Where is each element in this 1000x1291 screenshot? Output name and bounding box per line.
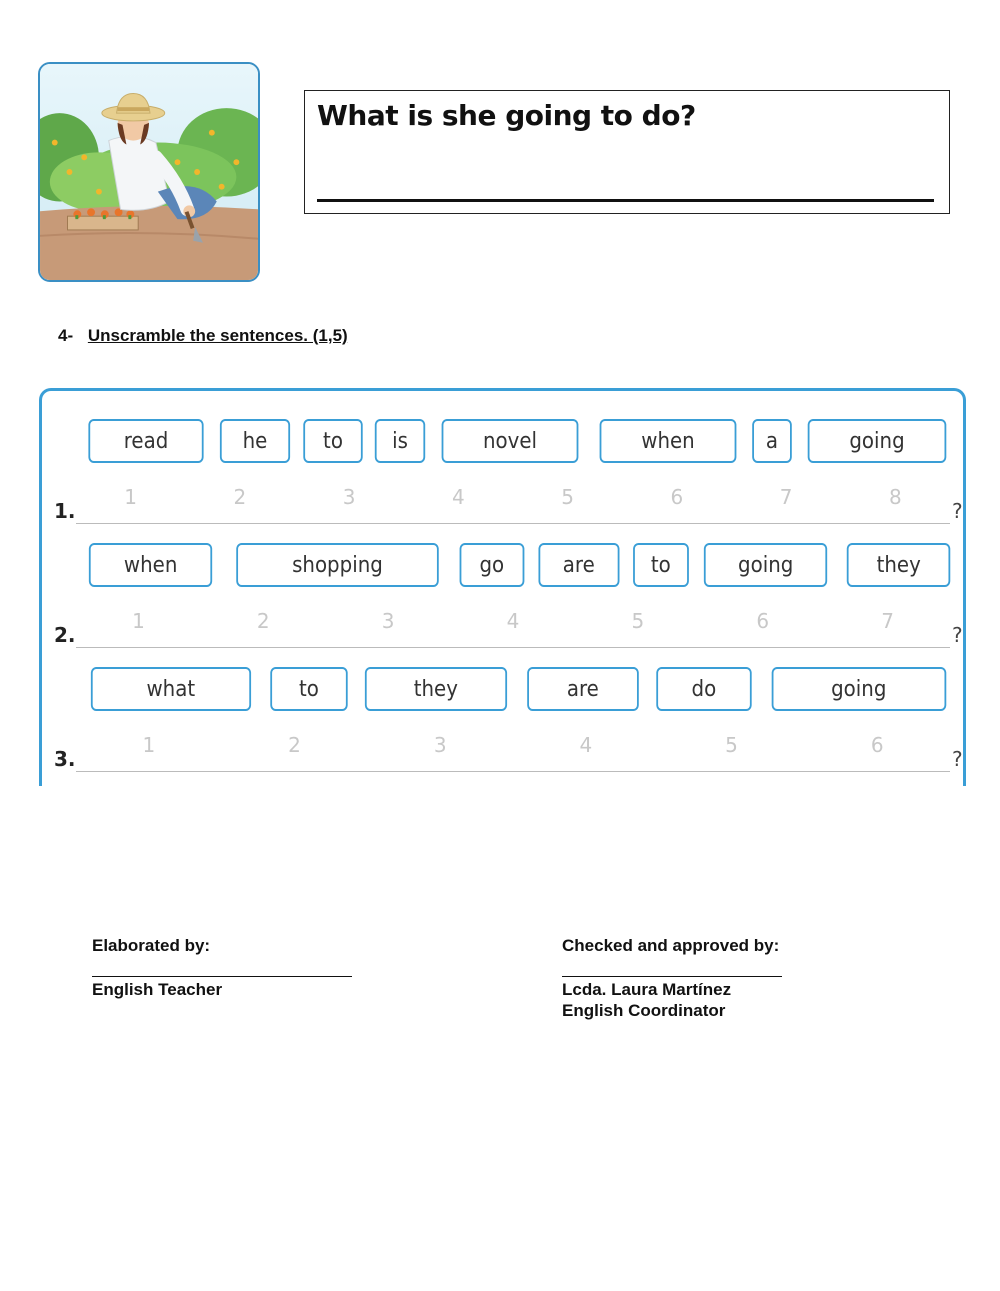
answer-slot[interactable]: 6 [870, 733, 884, 757]
word-tile[interactable]: go [460, 543, 525, 587]
word-tile[interactable]: going [772, 667, 946, 711]
word-tile[interactable]: a [752, 419, 792, 463]
answer-slots-2[interactable] [76, 607, 950, 648]
word-tile[interactable]: he [220, 419, 290, 463]
answer-slot[interactable]: 2 [233, 485, 247, 509]
answer-line[interactable] [317, 199, 934, 202]
word-bank-1 [82, 419, 956, 463]
question-mark: ? [952, 747, 963, 771]
signature-role: English Teacher [92, 980, 223, 999]
signature-approved [562, 936, 822, 1021]
row-number: 2. [54, 623, 76, 647]
word-tile[interactable]: they [846, 543, 950, 587]
question-mark: ? [952, 623, 963, 647]
word-tile[interactable]: when [600, 419, 737, 463]
answer-slot[interactable]: 7 [881, 609, 894, 633]
word-tile[interactable]: shopping [237, 543, 439, 587]
question-box [304, 90, 950, 214]
word-tile[interactable]: they [365, 667, 507, 711]
answer-slot[interactable]: 1 [124, 485, 137, 509]
word-tile[interactable]: to [633, 543, 689, 587]
answer-slot[interactable]: 4 [506, 609, 520, 633]
answer-slot[interactable]: 7 [779, 485, 793, 509]
word-tile[interactable]: going [704, 543, 828, 587]
answer-slot[interactable]: 2 [256, 609, 270, 633]
answer-slot[interactable]: 3 [381, 609, 395, 633]
answer-slot[interactable]: 6 [670, 485, 684, 509]
answer-slots-3[interactable] [76, 731, 950, 772]
word-tile[interactable]: do [656, 667, 751, 711]
word-tile[interactable]: going [808, 419, 947, 463]
answer-slot[interactable]: 3 [342, 485, 356, 509]
signature-line [92, 976, 352, 977]
signature-line [562, 976, 782, 977]
answer-slots-1[interactable] [76, 483, 950, 524]
answer-slot[interactable]: 4 [579, 733, 593, 757]
signature-elaborated [92, 936, 352, 1000]
word-tile[interactable]: when [89, 543, 213, 587]
answer-slot[interactable]: 5 [631, 609, 645, 633]
word-tile[interactable]: are [527, 667, 638, 711]
word-tile[interactable]: what [91, 667, 251, 711]
answer-slot[interactable]: 4 [452, 485, 465, 509]
unscramble-exercise-frame [39, 388, 966, 786]
row-number: 1. [54, 499, 76, 523]
instruction [58, 326, 348, 346]
word-tile[interactable]: novel [442, 419, 579, 463]
row-number: 3. [54, 747, 76, 771]
instruction-number: 4- [58, 326, 74, 345]
word-tile[interactable]: to [303, 419, 362, 463]
gardening-woman-illustration [40, 64, 258, 280]
answer-slot[interactable]: 1 [132, 609, 145, 633]
answer-slot[interactable]: 1 [142, 733, 156, 757]
signature-label: Elaborated by: [92, 936, 211, 955]
question-text: What is she going to do? [317, 99, 696, 132]
answer-slot[interactable]: 3 [433, 733, 447, 757]
word-tile[interactable]: is [375, 419, 425, 463]
answer-slot[interactable]: 8 [889, 485, 902, 509]
instruction-text: Unscramble the sentences. (1,5) [87, 326, 348, 345]
answer-slot[interactable]: 5 [561, 485, 574, 509]
word-bank-3 [82, 667, 956, 711]
signature-label: Checked and approved by: [562, 936, 780, 955]
word-bank-2 [82, 543, 956, 587]
signature-role: English Coordinator [562, 1001, 726, 1020]
question-mark: ? [952, 499, 963, 523]
signature-name: Lcda. Laura Martínez [562, 980, 732, 999]
answer-slot[interactable]: 2 [288, 733, 301, 757]
word-tile[interactable]: to [270, 667, 347, 711]
gardening-woman-picture [38, 62, 260, 282]
answer-slot[interactable]: 5 [725, 733, 738, 757]
word-tile[interactable]: are [538, 543, 619, 587]
word-tile[interactable]: read [88, 419, 203, 463]
answer-slot[interactable]: 6 [756, 609, 770, 633]
